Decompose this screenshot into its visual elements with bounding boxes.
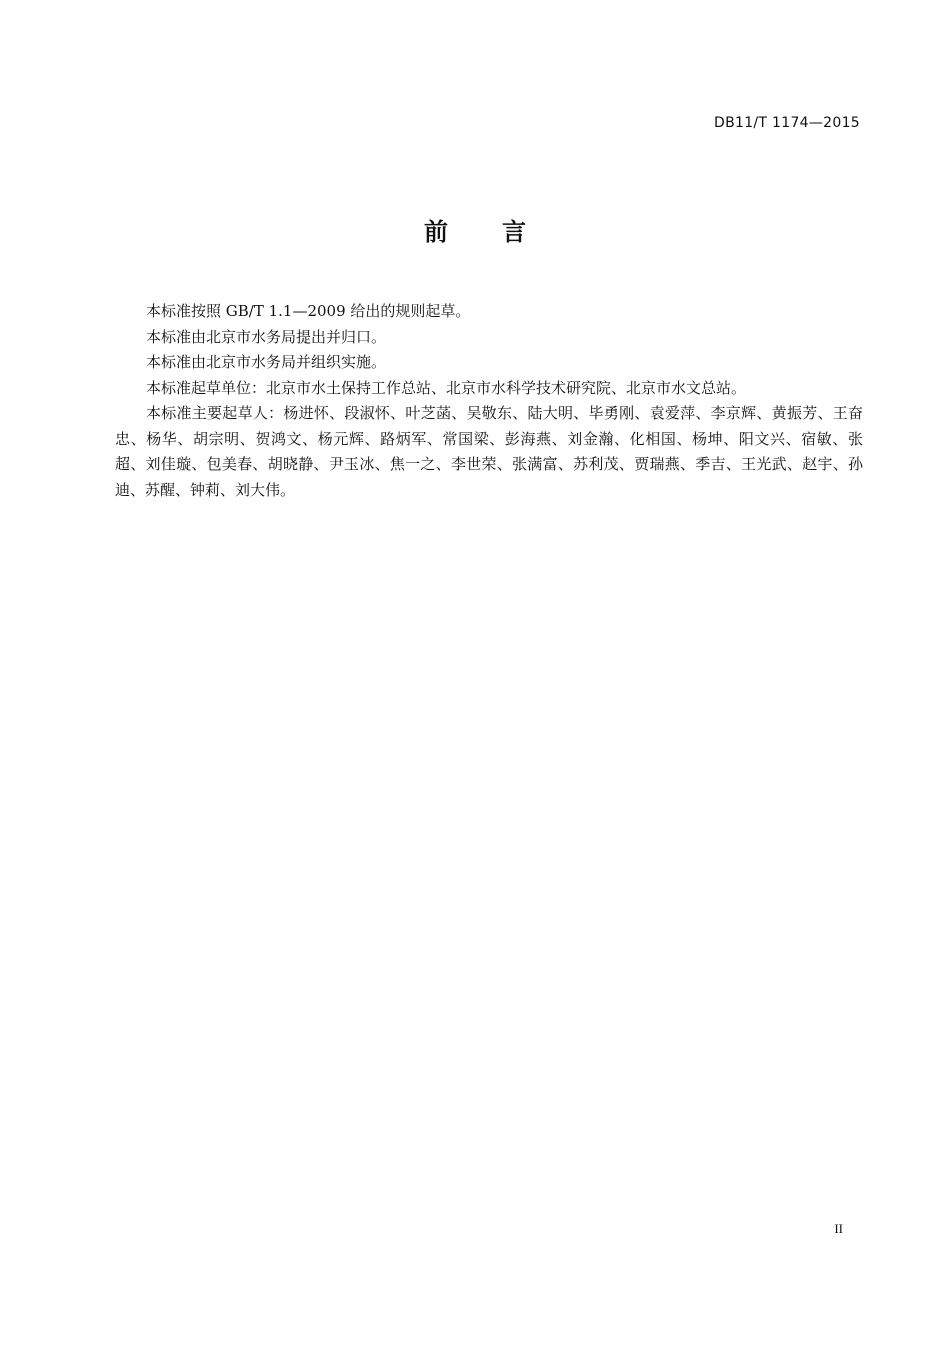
page-number: II [834,1221,843,1236]
paragraph-drafting-units: 本标准起草单位：北京市水土保持工作总站、北京市水科学技术研究院、北京市水文总站。 [146,378,747,397]
paragraph-drafters: 本标准主要起草人：杨进怀、段淑怀、叶芝菡、吴敬东、陆大明、毕勇刚、袁爱萍、李京辉、黄振芳、王奋忠、杨华、胡宗明、贺鸿文、杨元辉、路炳军、常国梁、彭海燕、刘金瀚、化相国、杨坤、阳文兴、宿敏、张超、刘佳璇、包美春、胡晓静、尹玉冰、焦一之、李世荣、张满富、苏利茂、贾瑞燕、季吉、王光武、赵宇、孙迪、苏醒、钟莉、刘大伟。 [115,404,863,499]
foreword-body [115,299,863,503]
section-title: 前言 [424,218,580,246]
paragraph-drafting-rules: 本标准按照 GB/T 1.1—2009 给出的规则起草。 [146,302,471,320]
paragraph-proposer: 本标准由北京市水务局提出并归口。 [146,327,387,346]
paragraph-implementation: 本标准由北京市水务局并组织实施。 [146,353,387,371]
document-code: DB11/T 1174—2015 [714,115,860,131]
